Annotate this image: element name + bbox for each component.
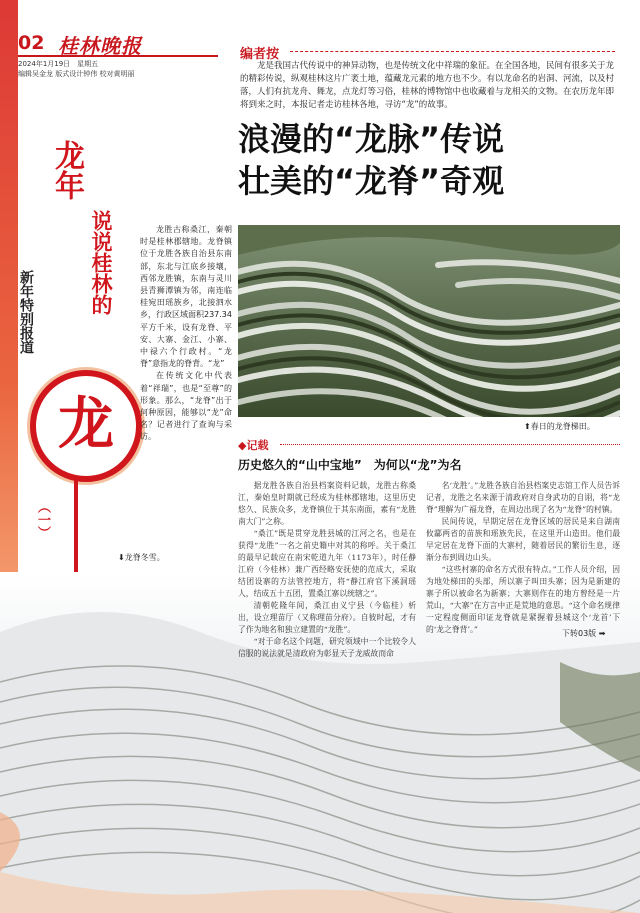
intro-paragraph: 龙胜古称桑江，秦朝时是桂林郡辖地。龙脊镇位于龙胜各族自治县东南部，东北与江底乡接壤，西邻龙胜镇，东南与灵川县青狮潭镇为邻，南连临桂宛田瑶族乡，北接泗水乡，行政区域面积237.34平方千米，设有龙脊、平安、大寨、金江、小寨、中禄六个行政村。“龙脊”意指龙的脊背。“龙” <box>140 225 232 369</box>
body-paragraph: 清朝乾隆年间，桑江由义宁县（今临桂）析出，设立理苗厅（又称理苗分府）。自彼时起，才有了作为地名和独立建置的“龙胜”。 <box>238 601 416 634</box>
headline-line2: 壮美的“龙脊”奇观 <box>238 162 505 200</box>
page-number: 02 <box>18 32 45 54</box>
intro-column <box>140 224 232 444</box>
body-paragraph: 据龙胜各族自治县档案资料记载，龙胜古称桑江，秦始皇时期就已经成为桂林郡辖地，这里历史悠久、民族众多，龙脊镇位于其东南面，素有“龙胜南大门”之称。 <box>238 481 416 526</box>
intro-paragraph: 在传统文化中代表着“祥瑞”，也是“至尊”的形象。那么，“龙脊”出于何种原因，能够以“龙”命名？记者进行了查询与采访。 <box>140 371 232 442</box>
body-paragraph: “桑江”既是贯穿龙胜县城的江河之名，也是在获得“龙胜”一名之前史籍中对其的称呼。关于桑江的最早记载应在南宋乾道九年（1173年），时任静江府（今桂林）兼广西经略安抚使的范成大，采取结团设寨的方法管控地方，将“静江府官下溪洞瑶人，结成五十五团，置桑江寨以统辖之”。 <box>238 529 416 598</box>
issue-date: 2024年1月19日 星期五 <box>18 60 99 68</box>
section-subhead: 历史悠久的“山中宝地” 为何以“龙”为名 <box>238 458 462 472</box>
photo2-caption: ⬇龙脊冬雪。 <box>118 553 165 562</box>
section-tag: ◆记载 <box>238 439 269 452</box>
body-paragraph: 民间传说，早期定居在龙脊区域的居民是来自湖南攸酃两省的苗族和瑶族先民，在这里开山造田。他们最早定居在龙脊下面的大寨村，随着居民的繁衍生息，逐渐分布到周边山头。 <box>426 517 620 562</box>
body-paragraph: 名‘龙胜’。”龙胜各族自治县档案史志馆工作人员告诉记者，龙胜之名来源于清政府对自身武功的自诩，将“龙脊”理解为广福龙脊，在周边出现了名为“龙脊”的村镇。 <box>426 481 620 514</box>
body-paragraph: “这些村寨的命名方式很有特点。”工作人员介绍，因为地处梯田的头部，所以寨子叫田头寨；因为是新建的寨子所以被命名为新寨；大寨则作在的地方曾经是一片荒山，“大寨”在方言中正是荒地的意思。“这个命名规律一定程度侧面印证龙脊就是紧握着县城这个‘龙首’下的‘龙之脊背’。” <box>426 565 620 634</box>
headline-line1: 浪漫的“龙脉”传说 <box>238 120 505 158</box>
masthead-logo: 桂林晚报 <box>58 34 142 58</box>
header-meta <box>18 59 228 79</box>
feature-title: 龙年 <box>49 140 84 200</box>
part-number: （一） <box>35 500 50 539</box>
photo1-caption: ⬆春日的龙脊梯田。 <box>524 422 595 431</box>
header-rule <box>18 55 218 57</box>
body-column-1 <box>238 480 416 660</box>
dragon-character: 龙 <box>58 391 114 457</box>
continued-jump-link[interactable]: 下转03版 ➡ <box>562 629 606 638</box>
editor-note-text: 龙是我国古代传说中的神异动物，也是传统文化中祥瑞的象征。在全国各地，民间有很多关于龙的精彩传说，纵观桂林这片广袤土地，蕴藏龙元素的地方也不少。有以龙命名的岩洞、河流，以及村落，人们有抗龙舟、舞龙，点龙灯等习俗，桂林的博物馆中也收藏着与龙相关的文物。在农历龙年即将到来之时，本报记者走访桂林各地，寻访“龙”的故事。 <box>240 61 615 110</box>
spring-terraces-photo <box>238 225 620 417</box>
staff-credits: 编辑吴金龙 版式设计钟伟 校对黄明丽 <box>18 70 135 78</box>
feature-subtitle: 说说桂林的 <box>89 210 113 315</box>
editor-note-label: 编者按 <box>240 47 280 62</box>
editor-note-rule <box>290 51 615 52</box>
body-column-2 <box>426 480 620 636</box>
body-paragraph: “对于命名这个问题，研究领域中一个比较令人信服的说法就是清政府为彰显天子龙威故而命 <box>238 637 416 658</box>
headline <box>238 118 598 202</box>
series-label: 新年特别报道 <box>18 270 34 354</box>
section-rule <box>280 444 620 445</box>
